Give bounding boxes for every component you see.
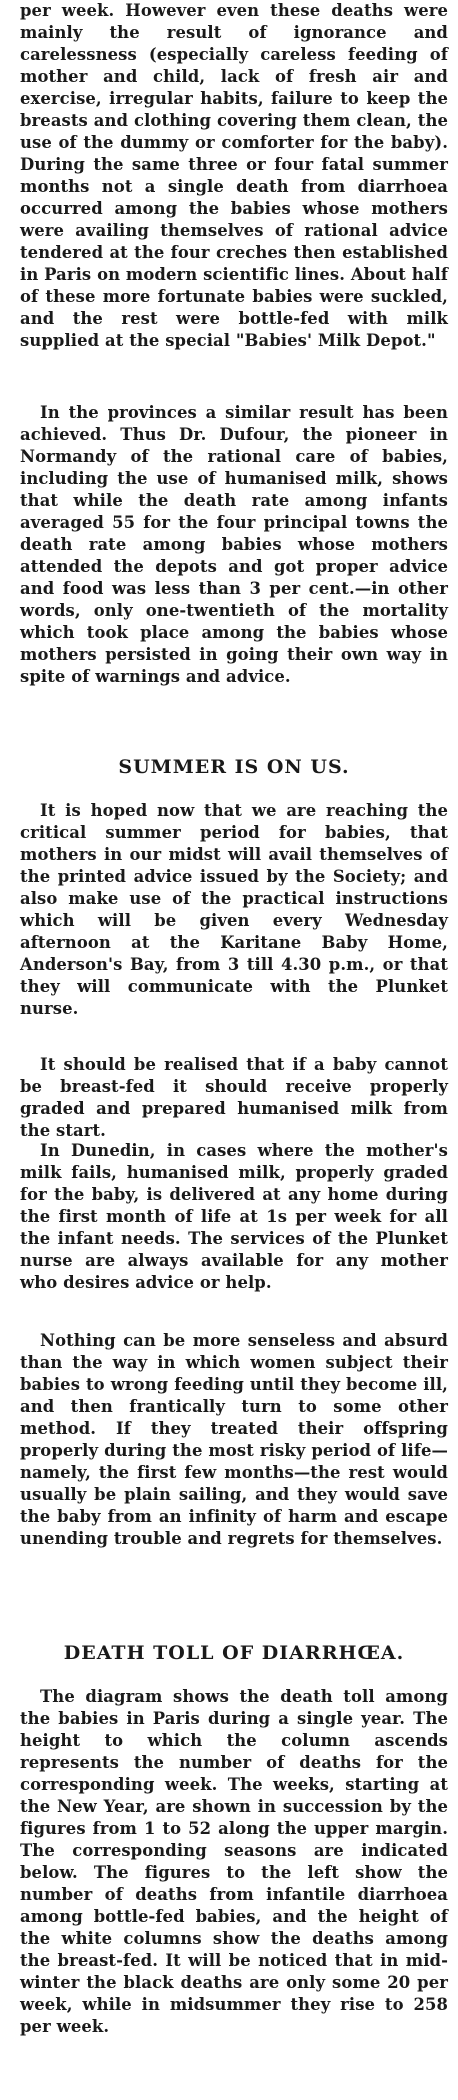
paragraph-provinces: In the provinces a similar result has been achieved. Thus Dr. Dufour, the pioneer in Normandy of the rational care of babies, including the use of humanised milk, shows that while the death rate among infants averaged 55 for the four principal towns the death rate among babies whose mothers attended the depots and got proper advice and food was less than 3 per cent.—in other words, only one-twentieth of the mortality which took place among the babies whose mothers persisted in going their own way in spite of warnings and advice. (20, 403, 448, 686)
paragraph-dunedin: In Dunedin, in cases where the mother's milk fails, humanised milk, properly graded for the baby, is delivered at any home during the first month of life at 1s per week for all the infant needs. The services of the Plunket nurse are always available for any mother who desires advice or help. (20, 1141, 448, 1292)
paragraph-realised: It should be realised that if a baby cannot be breast-fed it should receive properly graded and prepared humanised milk from the start. (20, 1055, 448, 1140)
paragraph-nothing: Nothing can be more senseless and absurd than the way in which women subject their babies to wrong feeding until they become ill, and then frantically turn to some other method. If they treated their offspring properly during the most risky period of life—namely, the first few months—the rest would usually be plain sailing, and they would save the baby from an infinity of harm and escape unending trouble and regrets for themselves. (20, 1331, 448, 1548)
paragraph-diagram: The diagram shows the death toll among the babies in Paris during a single year. The height to which the column ascends represents the number of deaths for the corresponding week. The weeks, starting at the New Year, are shown in succession by the figures from 1 to 52 along the upper margin. The corresponding seasons are indicated below. The figures to the left show the number of deaths from infantile diarrhoea among bottle-fed babies, and the height of the white columns show the deaths among the breast-fed. It will be noticed that in mid-winter the black deaths are only some 20 per week, while in midsummer they rise to 258 per week. (20, 1687, 448, 2036)
paragraph-opening: per week. However even these deaths were mainly the result of ignorance and carelessness (especially careless feeding of mother and child, lack of fresh air and exercise, irregular habits, failure to keep the breasts and clothing covering them clean, the use of the dummy or comforter for the baby). During the same three or four fatal summer months not a single death from diarrhoea occurred among the babies whose mothers were availing themselves of rational advice tendered at the four creches then established in Paris on modern scientific lines. About half of these more fortunate babies were suckled, and the rest were bottle-fed with milk supplied at the special "Babies' Milk Depot." (20, 1, 448, 350)
newspaper-column (20, 0, 448, 2100)
heading-summer: SUMMER IS ON US. (118, 756, 350, 778)
paragraph-hoped: It is hoped now that we are reaching the critical summer period for babies, that mothers in our midst will avail themselves of the printed advice issued by the Society; and also make use of the practical instructions which will be given every Wednesday afternoon at the Karitane Baby Home, Anderson's Bay, from 3 till 4.30 p.m., or that they will communicate with the Plunket nurse. (20, 801, 448, 1018)
heading-death-toll: DEATH TOLL OF DIARRHŒA. (63, 1642, 405, 1664)
